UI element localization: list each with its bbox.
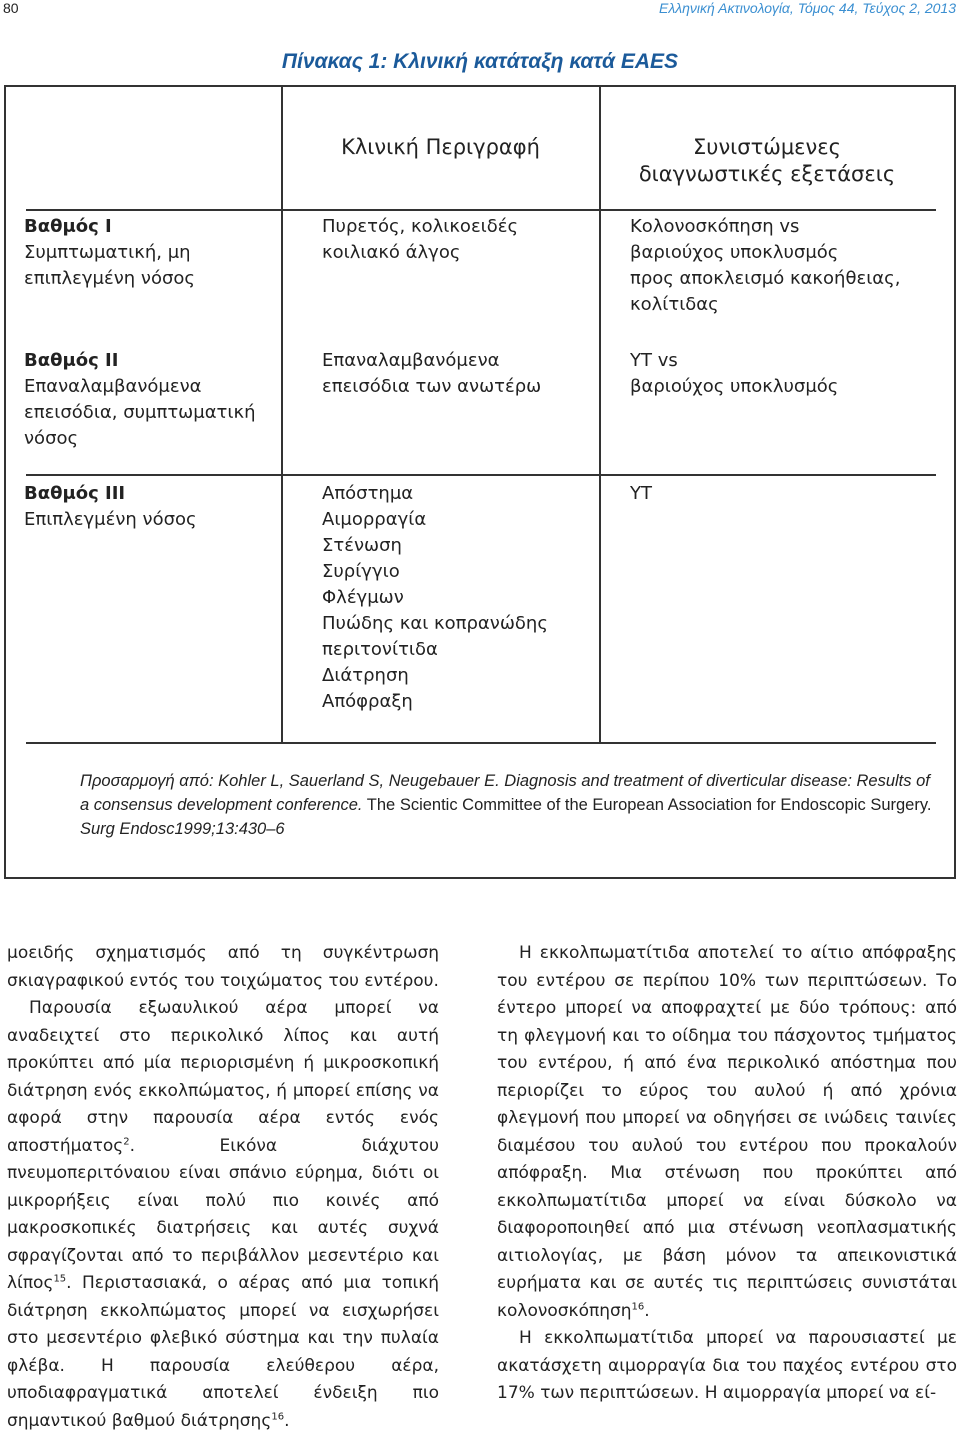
table-rule (26, 474, 936, 476)
header-recommended-tests: Συνιστώμενες διαγνωστικές εξετάσεις (638, 135, 896, 186)
grade-2-clinical: Επαναλαμβανόμενα επεισόδια των ανωτέρω (322, 350, 542, 397)
grade-1-clinical: Πυρετός, κολικοειδές κοιλιακό άλγος (322, 216, 519, 263)
table-caption: Πίνακας 1: Κλινική κατάταξη κατά EAES (281, 50, 679, 73)
grade-1-tests: Κολονοσκόπηση vs βαριούχος υποκλυσμός προς αποκλεισμό κακοήθειας, κολίτιδας (630, 216, 901, 315)
grade-2-label: Βαθμός ΙΙ (24, 350, 119, 371)
grade-3-tests: ΥΤ (630, 483, 652, 504)
table-rule (26, 209, 936, 211)
paragraph: Παρουσία εξωαυλικού αέρα μπορεί να αναδειχτεί στο περικολικό λίπος και αυτή προκύπτει από μία περιορισμένη ή μικροσκοπική διάτρηση ενός εκκολπώματος, ή μπορεί επίσης να αφορά στην παρουσία αέρα εντός ενός αποστήματος$^2$. Εικόνα διάχυτου πνευμοπεριτόναιου είναι σπάνιο εύρημα, διότι οι μικρορήξεις είναι πολύ πιο κοινές από μακροσκοπικές διατρήσεις και αυτές συχνά σφραγίζονται από το περιβάλλον μεσεντέριο και λίπος$^{15}$. Περιστασιακά, ο αέρας από μια τοπική διάτρηση εκκολπώματος μπορεί να εισχωρήσει στο μεσεντέριο φλεβικό σύστημα και την πυλαία φλέβα. Η παρουσία ελεύθερου αέρα, υποδιαφραγματικά αποτελεί ένδειξη πιο σημαντικού βαθμού διάτρησης$^{16}$. (7, 998, 439, 1431)
reference-marker: 15 (53, 1273, 67, 1285)
right-column (497, 940, 957, 1408)
reference-marker: 2 (123, 1135, 130, 1147)
grade-2-cell: Βαθμός ΙΙ Επαναλαμβανόμενα επεισόδια, συμπτωματική νόσος (24, 348, 274, 452)
grade-3-label: Βαθμός ΙΙΙ (24, 483, 126, 504)
paragraph: μοειδής σχηματισμός από τη συγκέντρωση σκιαγραφικού εντός του τοιχώματος του εντέρου. (7, 943, 439, 991)
paragraph: Η εκκολπωματίτιδα μπορεί να παρουσιαστεί με ακατάσχετη αιμορραγία δια του παχέος εντέρου στο 17% των περιπτώσεων. Η αιμορραγία μπορεί να εί- (497, 1328, 957, 1403)
left-column (7, 940, 439, 1435)
grade-3-cell: Βαθμός ΙΙΙ Επιπλεγμένη νόσος (24, 481, 274, 533)
reference-marker: 16 (631, 1300, 645, 1312)
grade-1-label: Βαθμός Ι (24, 216, 112, 237)
page-number: 80 (3, 0, 19, 16)
classification-table (4, 85, 956, 879)
reference-marker: 16 (271, 1410, 285, 1422)
grade-1-cell: Βαθμός Ι Συμπτωματική, μη επιπλεγμένη νόσος (24, 214, 274, 292)
grade-2-tests: ΥΤ vs βαριούχος υποκλυσμός (630, 350, 839, 397)
journal-reference: Ελληνική Ακτινολογία, Τόμος 44, Τεύχος 2, 2013 (658, 0, 956, 16)
grade-3-clinical: Απόστημα Αιμορραγία Στένωση Συρίγγιο Φλέγμων Πυώδης και κοπρανώδης περιτονίτιδα Διάτρηση Απόφραξη (322, 483, 548, 712)
header-clinical-description: Κλινική Περιγραφή (341, 135, 540, 159)
table-source-note: Προσαρμογή από: Kohler L, Sauerland S, Neugebauer E. Diagnosis and treatment of diverticular disease: Results of a consensus development conference. The Scientic Committee of the European Association for Endoscopic Surgery. Surg Endosc1999;13:430–6 (80, 772, 932, 838)
table-rule (26, 742, 936, 744)
page-header (0, 0, 960, 20)
paragraph: Η εκκολπωματίτιδα αποτελεί το αίτιο απόφραξης του εντέρου σε περίπου 10% των περιπτώσεων. Το έντερο μπορεί να αποφραχτεί με δύο τρόπους: από τη φλεγμονή και το οίδημα του πάσχοντος τμήματος του εντέρου, ή από ένα περικολικό απόστημα που περιορίζει το εύρος του αυλού ή από χρόνια φλεγμονή που μπορεί να οδηγήσει σε ινώδεις ταινίες διαμέσου του αυλού του εντέρου που προκαλούν απόφραξη. Μια στένωση που προκύπτει από εκκολπωματίτιδα μπορεί να είναι δύσκολο να διαφοροποιηθεί από μια στένωση νεοπλασματικής αιτιολογίας, με βάση μόνον τα απεικονιστικά ευρήματα και σε αυτές τις περιπτώσεις συνιστάται κολονοσκόπηση$^{16}$. (497, 943, 957, 1321)
table-divider (281, 87, 283, 742)
